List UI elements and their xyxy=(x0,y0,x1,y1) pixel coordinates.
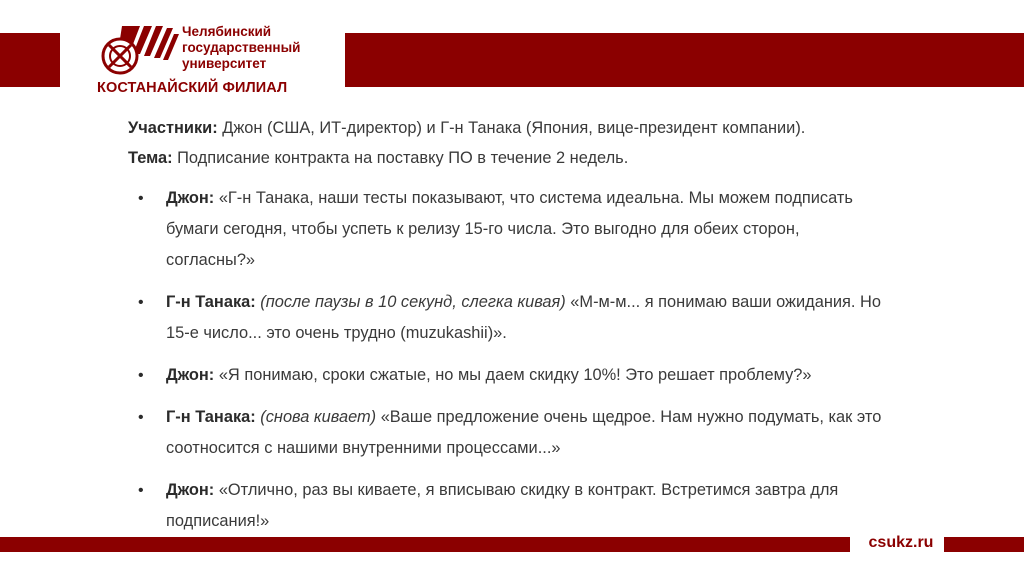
speaker: Г-н Танака: xyxy=(166,293,256,311)
speaker: Джон: xyxy=(166,366,215,384)
university-name xyxy=(182,24,342,72)
footer-bar-left xyxy=(0,537,850,552)
slide-content xyxy=(128,113,888,548)
dialogue-item xyxy=(128,402,888,464)
site-link[interactable]: csukz.ru xyxy=(868,534,934,551)
branch-name: КОСТАНАЙСКИЙ ФИЛИАЛ xyxy=(97,80,288,96)
participants-text: Джон (США, ИТ-директор) и Г-н Танака (Япония, вице-президент компании). xyxy=(217,119,806,137)
university-name-line: государственный xyxy=(182,40,301,55)
dialogue-item xyxy=(128,475,888,537)
utterance: «Я понимаю, сроки сжатые, но мы даем скидку 10%! Это решает проблему?» xyxy=(214,366,812,384)
utterance: «М-м-м... я понимаю ваши ожидания. Но 15-е число... это очень трудно (muzukashii)». xyxy=(166,293,881,342)
bullet-icon: • xyxy=(138,190,144,207)
dialogue-item xyxy=(128,360,888,391)
header-bar-right xyxy=(345,33,1024,87)
bullet-icon: • xyxy=(138,294,144,311)
speaker: Г-н Танака: xyxy=(166,408,256,426)
dialogue-item xyxy=(128,183,888,276)
speaker: Джон: xyxy=(166,189,215,207)
dialogue-item xyxy=(128,287,888,349)
university-emblem-icon xyxy=(100,22,180,80)
bullet-icon: • xyxy=(138,482,144,499)
footer-bar-right xyxy=(944,537,1024,552)
utterance: «Отлично, раз вы киваете, я вписываю скидку в контракт. Встретимся завтра для подписания!» xyxy=(166,481,839,530)
utterance: «Г-н Танака, наши тесты показывают, что система идеальна. Мы можем подписать бумаги сегодня, чтобы успеть к релизу 15-го числа. Это выгодно для обеих сторон, согласны?» xyxy=(166,189,853,269)
participants-line xyxy=(128,113,888,143)
participants-label: Участники: xyxy=(128,119,218,137)
topic-label: Тема: xyxy=(128,149,173,167)
header-bar-left xyxy=(0,33,60,87)
bullet-icon: • xyxy=(138,367,144,384)
stage-remark: (после паузы в 10 секунд, слегка кивая) xyxy=(255,293,566,311)
topic-line xyxy=(128,143,888,173)
topic-text: Подписание контракта на поставку ПО в течение 2 недель. xyxy=(172,149,629,167)
utterance: «Ваше предложение очень щедрое. Нам нужно подумать, как это соотносится с нашими внутренними процессами...» xyxy=(166,408,882,457)
speaker: Джон: xyxy=(166,481,215,499)
university-name-line: Челябинский xyxy=(182,24,272,39)
dialogue-list xyxy=(128,183,888,537)
university-name-line: университет xyxy=(182,56,267,71)
stage-remark: (снова кивает) xyxy=(255,408,377,426)
bullet-icon: • xyxy=(138,409,144,426)
